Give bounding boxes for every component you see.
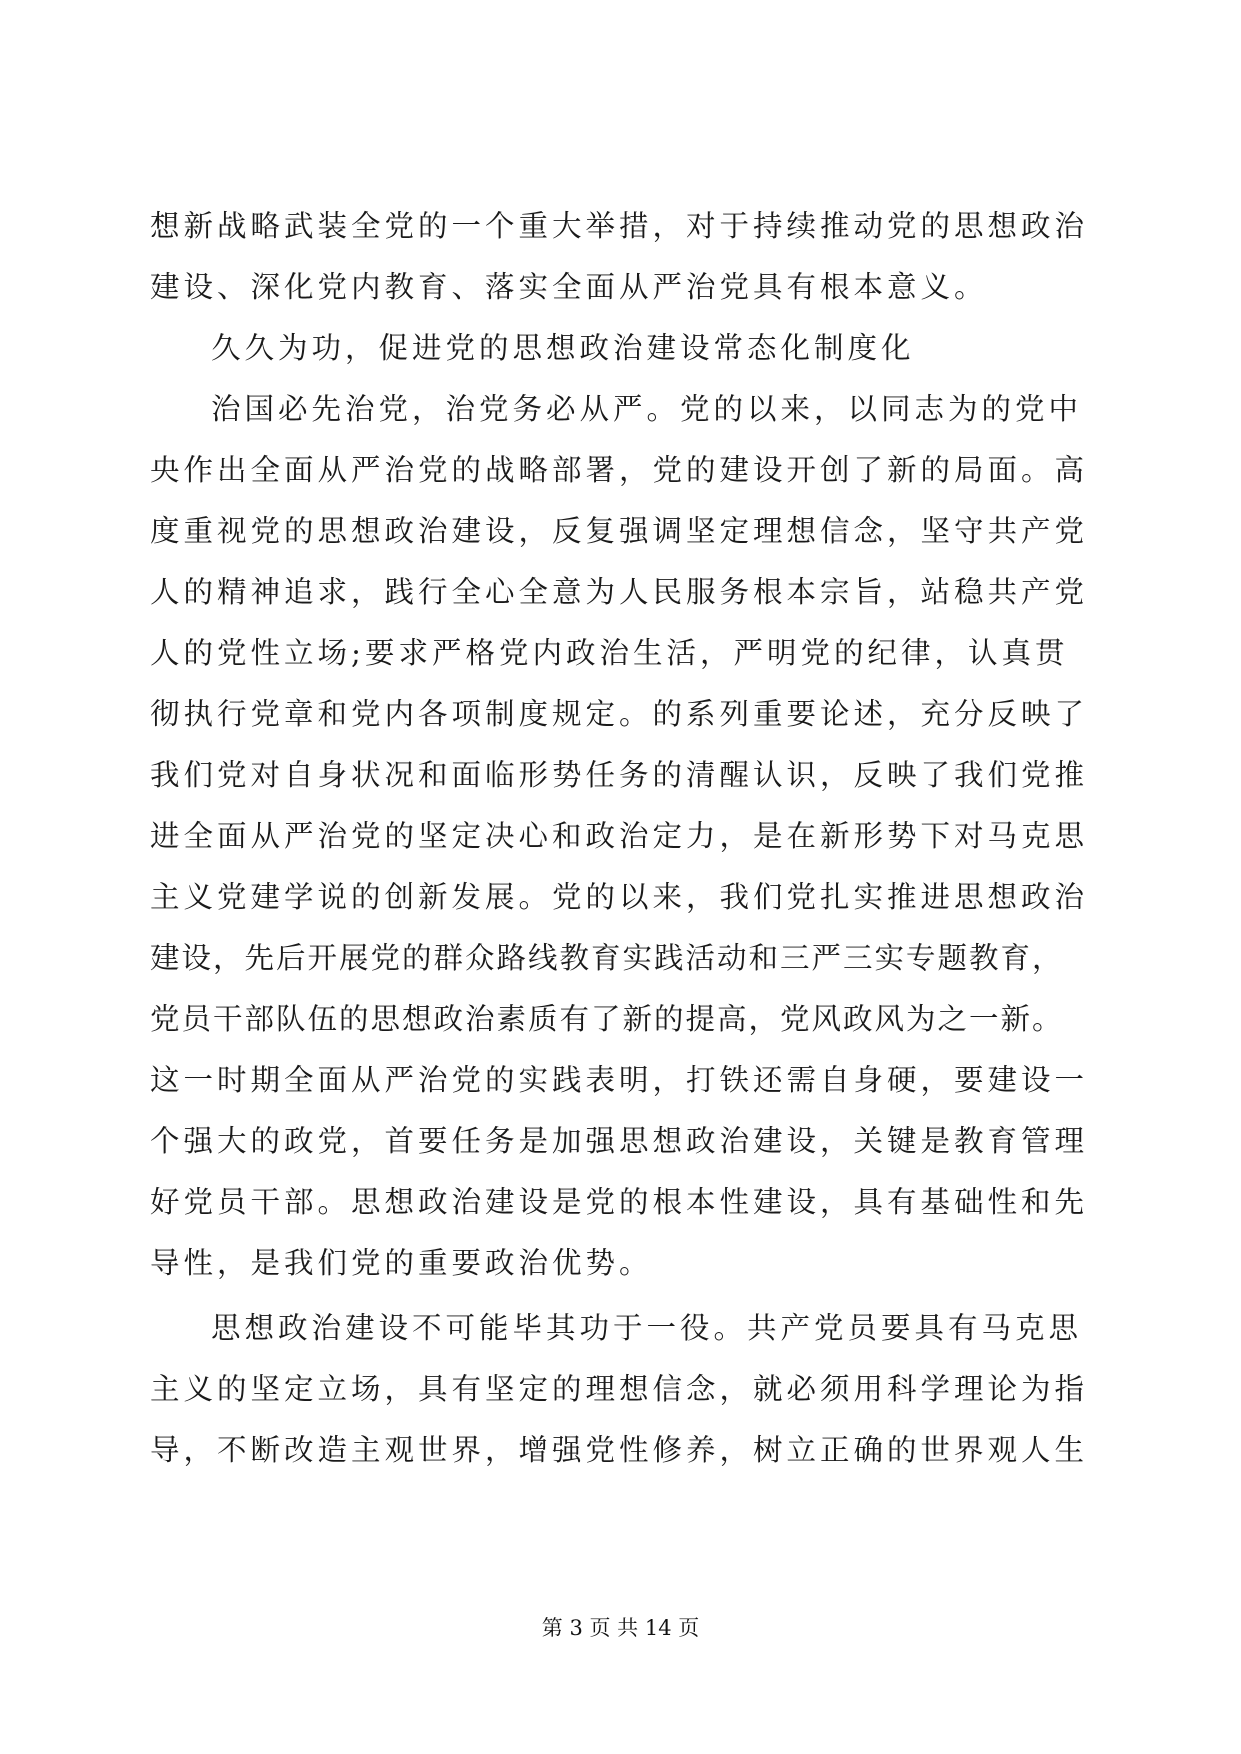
text-line: 彻执行党章和党内各项制度规定。的系列重要论述，充分反映了 — [150, 697, 1089, 731]
text-line: 主义党建学说的创新发展。党的以来，我们党扎实推进思想政治 — [150, 880, 1089, 914]
text-line: 好党员干部。思想政治建设是党的根本性建设，具有基础性和先 — [150, 1185, 1089, 1219]
text-line: 建设、深化党内教育、落实全面从严治党具有根本意义。 — [150, 270, 988, 304]
text-line: 主义的坚定立场，具有坚定的理想信念，就必须用科学理论为指 — [150, 1372, 1089, 1406]
text-line: 人的党性立场;要求严格党内政治生活，严明党的纪律，认真贯 — [150, 636, 1069, 670]
section-heading: 久久为功，促进党的思想政治建设常态化制度化 — [211, 331, 915, 365]
text-line: 我们党对自身状况和面临形势任务的清醒认识，反映了我们党推 — [150, 758, 1089, 792]
text-line: 思想政治建设不可能毕其功于一役。共产党员要具有马克思 — [211, 1311, 1083, 1345]
text-line: 度重视党的思想政治建设，反复强调坚定理想信念，坚守共产党 — [150, 514, 1089, 548]
text-line: 个强大的政党，首要任务是加强思想政治建设，关键是教育管理 — [150, 1124, 1089, 1158]
text-line: 导，不断改造主观世界，增强党性修养，树立正确的世界观人生 — [150, 1433, 1089, 1467]
text-line: 建设，先后开展党的群众路线教育实践活动和三严三实专题教育， — [150, 941, 1064, 975]
text-line: 进全面从严治党的坚定决心和政治定力，是在新形势下对马克思 — [150, 819, 1089, 853]
text-line: 党员干部队伍的思想政治素质有了新的提高，党风政风为之一新。 — [150, 1002, 1064, 1036]
text-line: 治国必先治党，治党务必从严。党的以来，以同志为的党中 — [211, 392, 1083, 426]
text-line: 这一时期全面从严治党的实践表明，打铁还需自身硬，要建设一 — [150, 1063, 1089, 1097]
text-line: 央作出全面从严治党的战略部署，党的建设开创了新的局面。高 — [150, 453, 1089, 487]
text-line: 想新战略武装全党的一个重大举措，对于持续推动党的思想政治 — [150, 209, 1089, 243]
text-line: 导性，是我们党的重要政治优势。 — [150, 1246, 653, 1280]
text-line: 人的精神追求，践行全心全意为人民服务根本宗旨，站稳共产党 — [150, 575, 1089, 609]
page-number-footer: 第 3 页 共 14 页 — [541, 1616, 700, 1640]
